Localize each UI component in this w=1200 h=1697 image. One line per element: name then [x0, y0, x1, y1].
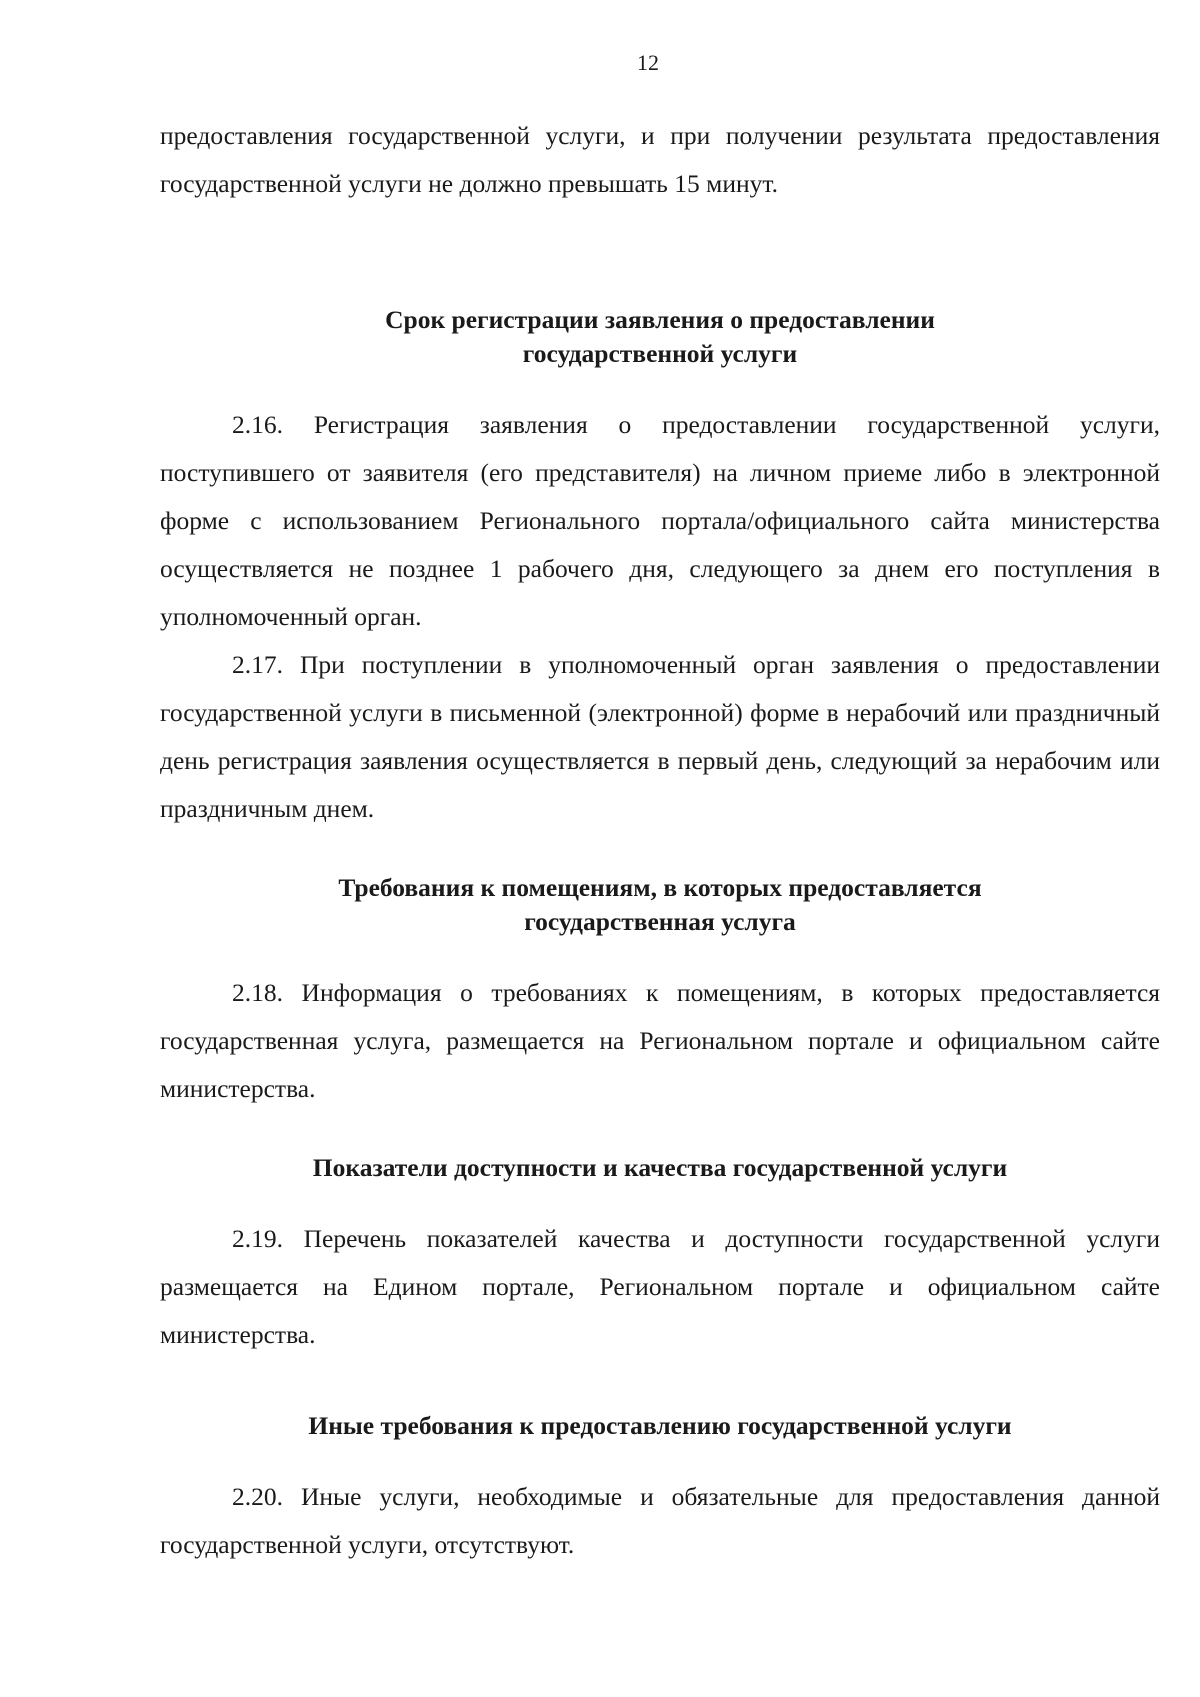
heading-other-requirements — [160, 1409, 1160, 1443]
document-body — [160, 112, 1160, 1569]
heading-line: государственной услуги — [522, 339, 798, 368]
paragraph-2-19: 2.19. Перечень показателей качества и доступности государственной услуги размещается на Едином портале, Региональном портале и официальном сайте министерства. — [160, 1224, 1160, 1349]
heading-quality-indicators — [160, 1151, 1160, 1185]
page-number: 12 — [637, 50, 659, 75]
heading-line: Показатели доступности и качества государственной услуги — [312, 1153, 1008, 1182]
paragraph-2-18: 2.18. Информация о требованиях к помещениям, в которых предоставляется государственная услуга, размещается на Региональном портале и официальном сайте министерства. — [160, 978, 1160, 1103]
intro-paragraph: предоставления государственной услуги, и при получении результата предоставления государственной услуги не должно превышать 15 минут. — [160, 121, 1160, 198]
heading-registration-term — [160, 303, 1160, 371]
heading-line: Требования к помещениям, в которых предоставляется — [338, 873, 982, 902]
heading-line: государственная услуга — [524, 907, 796, 936]
heading-premises-requirements — [160, 871, 1160, 939]
heading-line: Срок регистрации заявления о предоставлении — [385, 305, 935, 334]
paragraph-2-20: 2.20. Иные услуги, необходимые и обязательные для предоставления данной государственной услуги, отсутствуют. — [160, 1482, 1160, 1559]
paragraph-2-17: 2.17. При поступлении в уполномоченный орган заявления о предоставлении государственной услуги в письменной (электронной) форме в нерабочий или праздничный день регистрация заявления осуществляется в первый день, следующий за нерабочим или праздничным днем. — [160, 650, 1160, 823]
paragraph-2-16: 2.16. Регистрация заявления о предоставлении государственной услуги, поступившего от заявителя (его представителя) на личном приеме либо в электронной форме с использованием Регионального портала/официального сайта министерства осуществляется не позднее 1 рабочего дня, следующего за днем его поступления в уполномоченный орган. — [160, 410, 1160, 631]
heading-line: Иные требования к предоставлению государственной услуги — [308, 1411, 1012, 1440]
